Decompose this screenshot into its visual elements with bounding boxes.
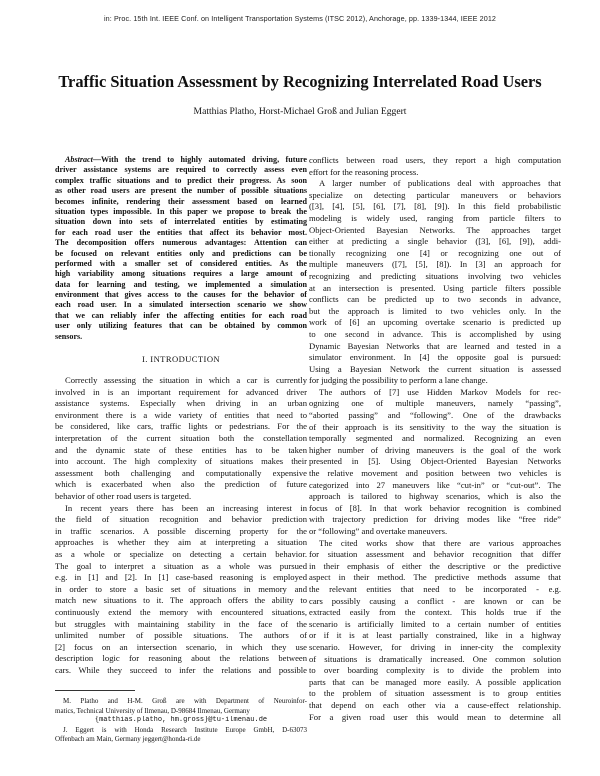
abstract-line: driver assistance systems are required to correctly assess even bbox=[55, 165, 307, 175]
abstract-line: becomes infinite, rendering their assessment based on learned bbox=[55, 196, 307, 206]
text-line: unlimited number of possible situations. The authors of bbox=[55, 630, 307, 641]
text-line: as a whole or specialize on detecting a certain behavior. bbox=[55, 548, 307, 559]
abstract-line: each road user. In a simulated intersection scenario we show bbox=[55, 300, 307, 310]
text-line: The cited works show that there are various approaches bbox=[319, 537, 561, 548]
text-line: {matthias.platho, hm.gross}@tu-ilmenau.de bbox=[94, 716, 268, 725]
text-line: The authors of [7] use Hidden Markov Models for rec- bbox=[319, 386, 561, 397]
text-line: multiple maneuvers ([7], [5], [8]). In [3] an approach for bbox=[309, 259, 561, 270]
text-line: A larger number of publications deal with approaches that bbox=[319, 178, 561, 189]
author-list: Matthias Platho, Horst-Michael Groß and Julian Eggert bbox=[193, 106, 407, 117]
text-line: presented in [5]. Using Object-Oriented Bayesian Networks bbox=[309, 456, 561, 467]
abstract-line: for each road user the entities that affect its behavior most. bbox=[55, 227, 307, 237]
text-line: matics, Technical University of Ilmenau, D-98684 Ilmenau, Germany bbox=[55, 706, 250, 715]
text-line: and the dynamic state of these entities has to be taken bbox=[55, 444, 307, 455]
abstract-line: sensors. bbox=[55, 331, 83, 341]
text-line: Using a Bayesian Network the current situation is assessed bbox=[309, 363, 561, 374]
text-line: into account. The high complexity of situations makes their bbox=[55, 456, 307, 467]
text-line: e.g. in [1] and [2]. In [1] case-based reasoning is employed bbox=[55, 572, 307, 583]
text-line: either at predicting a single behavior ([3], [6], [9]), addi- bbox=[309, 236, 561, 247]
text-line: assistance systems. Especially when driving in an urban bbox=[55, 398, 307, 409]
text-line: description logic for reasoning about the relations between bbox=[55, 653, 307, 664]
right-body-text bbox=[309, 155, 561, 723]
text-line: for judging the possibility to perform a lane change. bbox=[309, 375, 488, 386]
text-line: simulator environment. In [4] the opposite goal is pursued: bbox=[309, 352, 561, 363]
text-line: approach is tailored to highway scenarios, which is also the bbox=[309, 491, 561, 502]
abstract-line: performed with a smaller set of considered entities. As the bbox=[55, 258, 307, 268]
text-line: focus of [8]. In that work behavior recognition is combined bbox=[309, 502, 561, 513]
text-line: For a given road user this would mean to determine all bbox=[309, 711, 561, 722]
text-line: environment there is a wide variety of entities that need to bbox=[55, 409, 307, 420]
text-line: be considered, like cars, traffic lights or pedestrians. For the bbox=[55, 421, 307, 432]
text-line: J. Eggert is with Honda Research Institute Europe GmbH, D-63073 bbox=[63, 725, 307, 734]
text-line: of situations is dramatically increased. One common solution bbox=[309, 653, 561, 664]
text-line: with trajectory prediction for driving modes like “free ride” bbox=[309, 514, 561, 525]
text-line: the field of situation recognition and behavior prediction bbox=[55, 514, 307, 525]
text-line: the relative movement and position between two vehicles is bbox=[309, 468, 561, 479]
text-line: involved in is an important requirement for advanced driver bbox=[55, 386, 307, 397]
left-body-text bbox=[55, 375, 307, 676]
right-column bbox=[309, 155, 561, 723]
text-line: the relevant entities that need to be incorporated - e.g. bbox=[309, 583, 561, 594]
text-line: scenario. However, for driving in inner-city the complexity bbox=[309, 641, 561, 652]
abstract-line: high variability among situations requires a large amount of bbox=[55, 269, 307, 279]
text-line: temporally segmented and normalized. Recognizing an even bbox=[309, 433, 561, 444]
text-line: or if it is at least partially constrained, like in a highway bbox=[309, 630, 561, 641]
footnotes bbox=[55, 697, 307, 744]
abstract-line: situation down into sets of interrelated entities by estimating bbox=[55, 217, 307, 227]
text-line: cars. While they succeed to infer the relations and possible bbox=[55, 664, 307, 675]
text-line: categorized into 27 maneuvers like “cut-in” or “cut-out”. The bbox=[309, 479, 561, 490]
abstract-line: situation types impossible. In this paper we propose to break the bbox=[55, 206, 307, 216]
text-line: but the approach is limited to two vehicles only. In the bbox=[309, 305, 561, 316]
text-line: Offenbach am Main, Germany jeggert@honda-ri.de bbox=[55, 735, 201, 744]
text-line: aspect in their method. The predictive methods assume that bbox=[309, 572, 561, 583]
text-line: continuously extend the memory with encountered situations, bbox=[55, 606, 307, 617]
abstract-text: With the trend to highly automated driving, future bbox=[100, 155, 307, 164]
abstract-line: user only utilizing features that can be obtained by common bbox=[55, 321, 307, 331]
text-line: match new situations to it. The approach offers the ability to bbox=[55, 595, 307, 606]
text-line: which is exacerbated when also the prediction of future bbox=[55, 479, 307, 490]
text-line: extracted easily from the context. This holds true if the bbox=[309, 607, 561, 618]
abstract-line: as other road users are present the number of possible situations bbox=[55, 186, 307, 196]
text-line: work of [6] an upcoming overtake scenario is predicted up bbox=[309, 317, 561, 328]
abstract-line: The decomposition offers numerous advantages: Attention can bbox=[55, 238, 307, 248]
text-line: M. Platho and H-M. Groß are with Department of Neuroinfor- bbox=[63, 697, 307, 706]
left-column bbox=[55, 155, 307, 744]
abstract bbox=[55, 155, 307, 342]
text-line: tionally recognizing one [4] or recognizing one out of bbox=[309, 247, 561, 258]
text-line: in order to store a basic set of situations in memory and bbox=[55, 583, 307, 594]
text-line: specialize on detecting particular maneuvers or behaviors bbox=[309, 189, 561, 200]
text-line: Correctly assessing the situation in which a car is currently bbox=[65, 375, 307, 386]
text-line: cars possibly causing a conflict - are known or can be bbox=[309, 595, 561, 606]
text-line: recognizing and predicting situations involving two vehicles bbox=[309, 270, 561, 281]
text-line: scenario is artificially limited to a certain number of entities bbox=[309, 618, 561, 629]
text-line: Object-Oriented Bayesian Networks. The approaches target bbox=[309, 224, 561, 235]
text-line: to one second in advance. This is accomplished by using bbox=[309, 328, 561, 339]
text-line: The goal to interpret a situation as a whole was pursued bbox=[55, 560, 307, 571]
abstract-line: complex traffic situations and to predict their progress. As soon bbox=[55, 175, 307, 185]
text-line: conflicts can be predicted up to two seconds in advance, bbox=[309, 294, 561, 305]
abstract-line: that we can reliably infer the affecting entities for each road bbox=[55, 310, 307, 320]
text-line: for situation assessment and behavior recognition that differ bbox=[309, 549, 561, 560]
abstract-lead: Abstract bbox=[65, 155, 93, 164]
section-heading-introduction: I. INTRODUCTION bbox=[141, 354, 221, 365]
text-line: or “following” and overtake maneuvers. bbox=[309, 526, 448, 536]
footnote-rule bbox=[55, 690, 135, 691]
text-line: to the problem of situation assessment is to group entities bbox=[309, 688, 561, 699]
paper-title: Traffic Situation Assessment by Recognizing Interrelated Road Users bbox=[58, 72, 542, 91]
venue-line: in: Proc. 15th Int. IEEE Conf. on Intelligent Transportation Systems (ITSC 2012), Anchorage, pp. 1339-1344, IEEE 2012 bbox=[103, 14, 497, 23]
text-line: higher number of driving maneuvers is the goal of the work bbox=[309, 444, 561, 455]
text-line: ([3], [4], [5], [6], [7], [8], [9]). In this field probabilistic bbox=[309, 201, 561, 212]
text-line: “aborted passing” and “following”. One of the drawbacks bbox=[309, 410, 561, 421]
abstract-line: data for learning and testing, we implemented a simulation bbox=[55, 279, 307, 289]
text-line: Dynamic Bayesian Networks that are learned and tested in a bbox=[309, 340, 561, 351]
text-line: In recent years there has been an increasing interest in bbox=[65, 502, 307, 513]
text-line: assessment both challenging and computationally expensive bbox=[55, 467, 307, 478]
text-line: that depend on each other via a cause-effect relationship. bbox=[309, 699, 561, 710]
text-line: approaches is whether they aim at interpreting a situation bbox=[55, 537, 307, 548]
text-line: parts that can be managed more easily. A possible application bbox=[309, 676, 561, 687]
text-line: at an intersection is presented. Using particle filters possible bbox=[309, 282, 561, 293]
text-line: conflicts between road users, they report a high computation bbox=[309, 155, 561, 165]
abstract-line: be focused on relevant entities only and predictions can be bbox=[55, 248, 307, 258]
text-line: of their approach is its sensitivity to the way the situation is bbox=[309, 421, 561, 432]
abstract-line: environment that gives access to the causes for the behavior of bbox=[55, 290, 307, 300]
text-line: in their emphasis of either the descriptive or the predictive bbox=[309, 560, 561, 571]
text-line: interpretation of the current situation both the constellation bbox=[55, 433, 307, 443]
abstract-line: Abstract—With the trend to highly automated driving, future bbox=[65, 155, 307, 164]
text-line: in traffic scenarios. A possible discerning property for the bbox=[55, 525, 307, 536]
text-line: [2] focus on an intersection scenario, in which they use bbox=[55, 641, 307, 652]
text-line: to over boarding complexity is to divide the problem into bbox=[309, 665, 561, 676]
text-line: modeling is widely used, ranging from particle filters to bbox=[309, 212, 561, 223]
text-line: but struggles with maintaining stability in the face of the bbox=[55, 618, 307, 629]
text-line: effort for the reasoning process. bbox=[309, 166, 419, 177]
text-line: ognizing one of multiple maneuvers, namely “passing”, bbox=[309, 398, 561, 409]
text-line: behavior of other road users is targeted. bbox=[55, 490, 192, 501]
